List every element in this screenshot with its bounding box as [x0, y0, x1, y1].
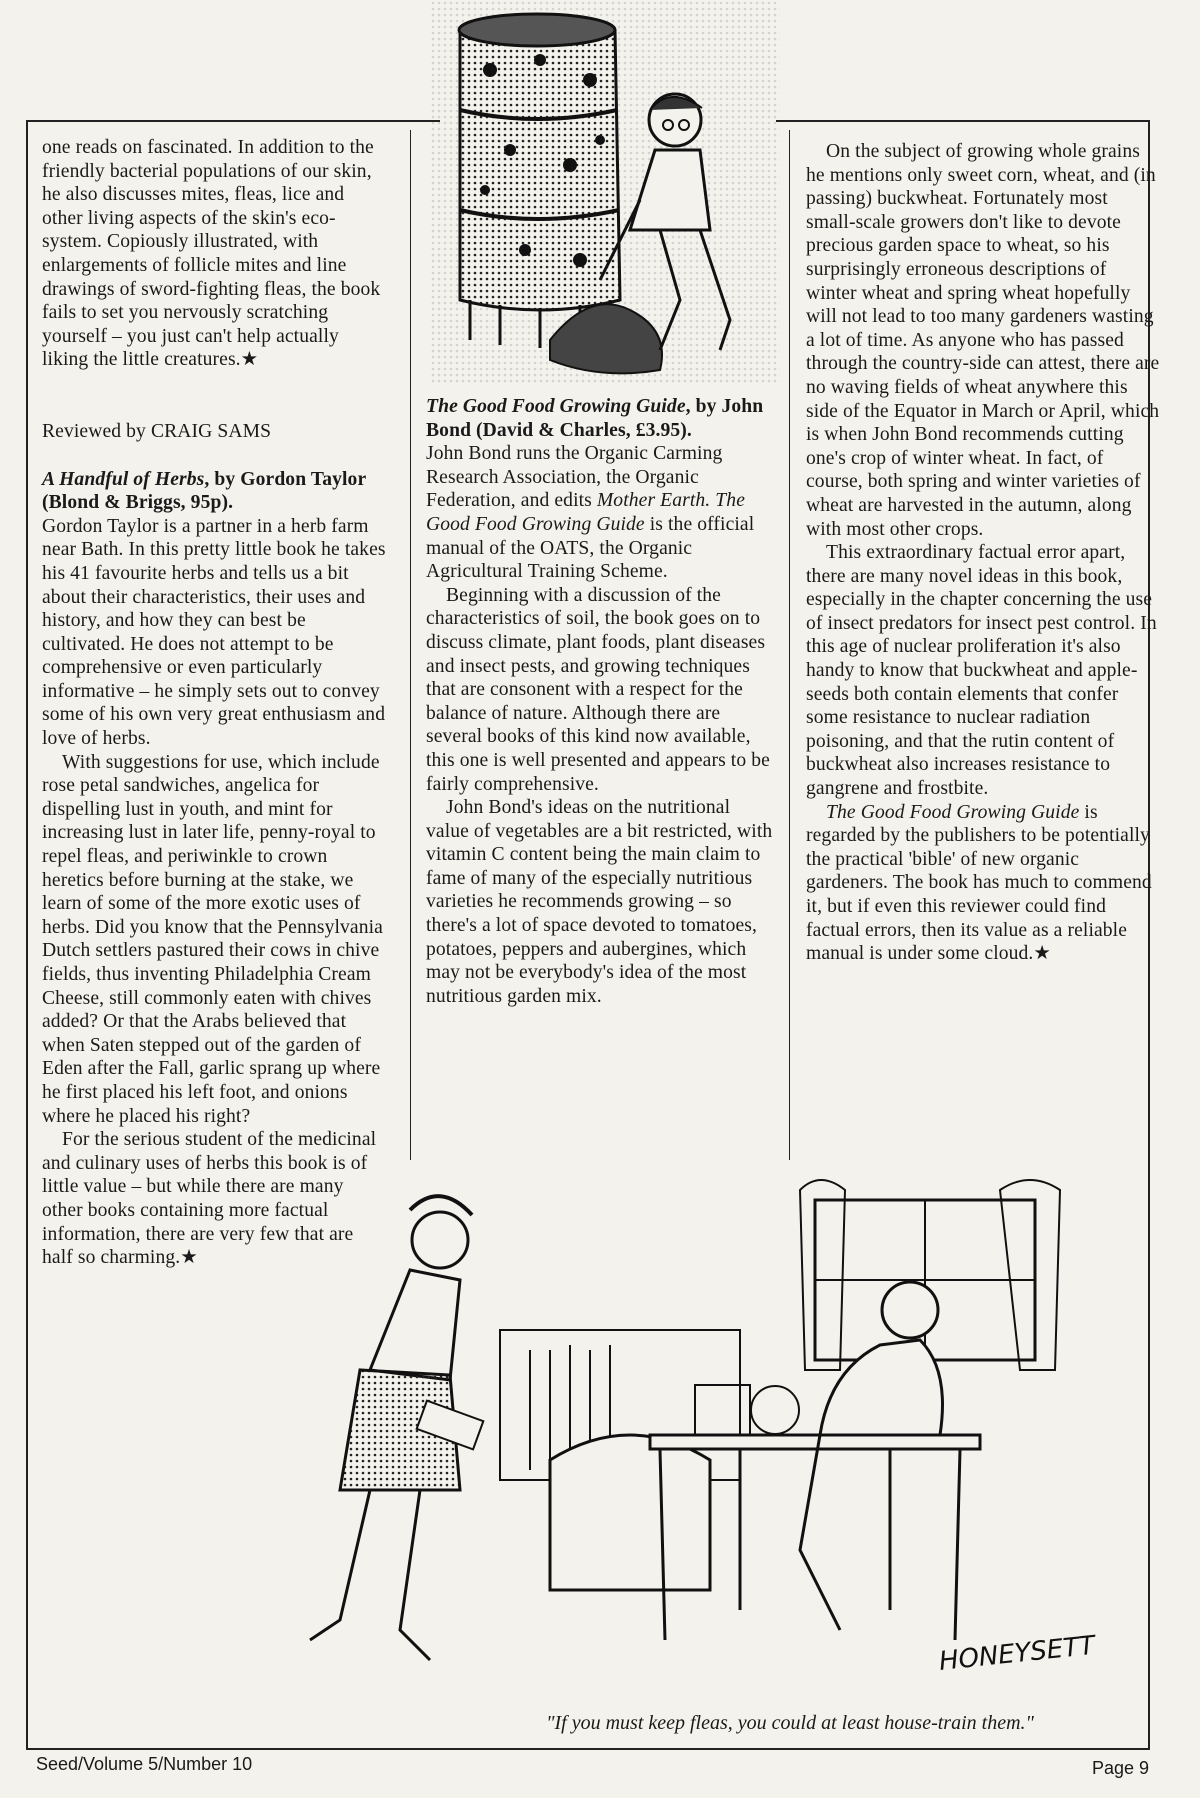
cartoonist-signature: HONEYSETT [937, 1630, 1097, 1677]
column-rule-2 [789, 130, 790, 1160]
paragraph-novel-ideas: This extraordinary factual error apart, there are many novel ideas in this book, especially in the chapter concerning the use of insect predators for insect pest control. In this age of nuclear proliferation it's also handy to know that buckwheat and apple-seeds both contain elements that confer some resistance to nuclear radiation poisoning, and that the rutin content of buckwheat also increases resistance to gangrene and frostbite. [806, 542, 1157, 800]
paragraph-herbs-uses: With suggestions for use, which include rose petal sandwiches, angelica for dispelling lust in youth, and mint for increasing lust in later life, penny-royal to repel fleas, and periwinkle to crown heretics before burning at the stake, we learn of some of the more exotic uses of herbs. Did you know that the Pennsylvania Dutch settlers pastured their cows in chive fields, thus inventing Philadelphia Cream Cheese, still commonly eaten with chives added? Or that the Arabs believed that when Saten stepped out of the garden of Eden after the Fall, garlic sprang up where he first placed his left foot, and onions where he placed his right? [42, 751, 383, 1127]
frame-bottom [26, 1748, 1150, 1750]
column-right [806, 140, 1162, 966]
paragraph-herbs-intro: Gordon Taylor is a partner in a herb farm near Bath. In this pretty little book he takes his 41 favourite herbs and tells us a bit about their characteristics, their uses and history, and how they can best be cultivated. He does not attempt to be comprehensive or even particularly informative – he simply sets out to convey some of his own very great enthusiasm and love of herbs. [42, 515, 386, 750]
issue-footer: Seed/Volume 5/Number 10 [36, 1754, 253, 1774]
reviewer-name: CRAIG SAMS [150, 420, 272, 442]
book-heading-herbs: A Handful of Herbs, by Gordon Taylor (Blond & Briggs, 95p). [42, 468, 366, 514]
paragraph-herbs-verdict: For the serious student of the medicinal and culinary uses of herbs this book is of little value – but while there are many other books containing more factual information, there are very few that are half so charming.★ [42, 1129, 377, 1269]
incinerator-illustration [430, 0, 780, 385]
paragraph-verdict: The Good Food Growing Guide is regarded by the publishers to be potentially the practical 'bible' of new organic gardeners. The book has much to commend it, but if even this reviewer could find factual errors, then its value as a reliable manual is under some cloud.★ [806, 801, 1152, 965]
cartoon-caption: "If you must keep fleas, you could at least house-train them." [546, 1712, 1034, 1734]
page-number: Page 9 [1092, 1758, 1150, 1778]
paragraph-mites: one reads on fascinated. In addition to the friendly bacterial populations of our skin, he also discusses mites, fleas, lice and other living aspects of the skin's eco-system. Copiously illustrated, with enlargements of follicle mites and line drawings of sword-fighting fleas, the book fails to set you nervously scratching yourself – you just can't help actually liking the little creatures.★ [42, 137, 381, 371]
reviewer-byline: Reviewed by CRAIG SAMS [42, 420, 272, 442]
book-title-herbs: A Handful of Herbs [42, 468, 205, 490]
book-title-growing: The Good Food Growing Guide [426, 396, 686, 417]
paragraph-book-content: Beginning with a discussion of the characteristics of soil, the book goes on to discuss climate, plant foods, plant diseases and insect pests, and growing techniques that are consonent with a respect for the balance of nature. Although there are several books of this kind now available, this one is well presented and appears to be fairly comprehensive. [426, 584, 770, 795]
cartoon-illustration [300, 1170, 1150, 1710]
frame-top-left [26, 120, 440, 122]
paragraph-nutrition: John Bond's ideas on the nutritional value of vegetables are a bit restricted, with vitamin C content being the main claim to fame of many of the especially nutritious varieties he recommends growing – so there's a lot of space devoted to tomatoes, potatoes, peppers and aubergines, which may not be everybody's idea of the most nutritious garden mix. [426, 797, 773, 1007]
column-left [42, 136, 386, 1270]
book-heading-growing: The Good Food Growing Guide, by John Bond (David & Charles, £3.95). [426, 396, 764, 441]
paragraph-bond-intro: John Bond runs the Organic Carming Research Association, the Organic Federation, and edits Mother Earth. The Good Food Growing Guide is the official manual of the OATS, the Organic Agricultural Training Scheme. [426, 443, 755, 583]
column-middle [426, 395, 776, 1008]
paragraph-wheat: On the subject of growing whole grains he mentions only sweet corn, wheat, and (in passing) buckwheat. Fortunately most small-scale growers don't like to devote precious garden space to wheat, so his surprisingly erroneous descriptions of winter wheat and spring wheat hopefully will not lead to too many gardeners wasting a lot of time. As anyone who has passed through the country-side can attest, there are no waving fields of wheat anywhere this side of the Equator in March or April, which is when John Bond recommends cutting one's crop of winter wheat. In fact, of course, both spring and winter varieties of wheat are harvested in the autumn, along with most other crops. [806, 141, 1160, 540]
frame-top-right [776, 120, 1150, 122]
frame-left [26, 120, 28, 1750]
column-rule-1 [410, 130, 411, 1160]
